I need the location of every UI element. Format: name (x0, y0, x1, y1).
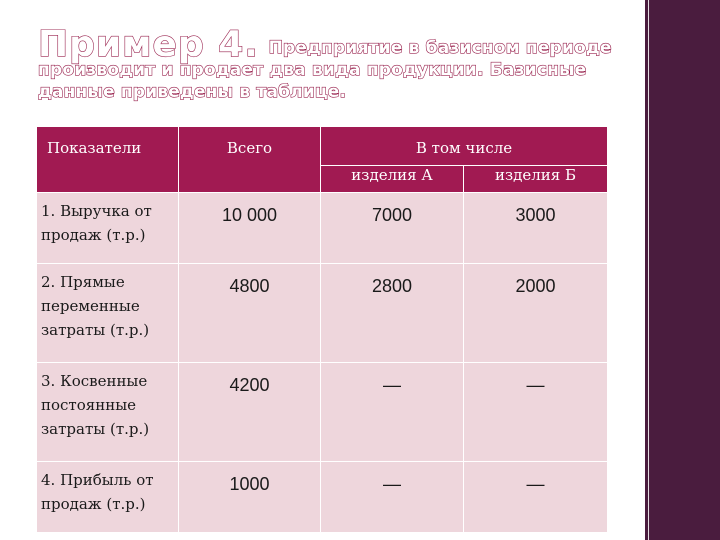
table-header-row (37, 127, 608, 166)
row-label: 4. Прибыль от продаж (т.р.) (37, 462, 179, 533)
header-product-b: изделия Б (464, 166, 608, 193)
cell-product-a: 2800 (321, 264, 464, 363)
table-row (37, 363, 608, 462)
cell-product-b: — (464, 363, 608, 462)
title-example-number: Пример 4. (38, 24, 259, 65)
decorative-side-band (642, 0, 720, 540)
cell-product-a: — (321, 363, 464, 462)
title-description: Предприятие в базисном периоде производит и продает два вида продукции. Базисные данные приведены в таблице. (38, 38, 612, 102)
row-label: 3. Косвенные постоянные затраты (т.р.) (37, 363, 179, 462)
table-row (37, 462, 608, 533)
row-label: 2. Прямые переменные затраты (т.р.) (37, 264, 179, 363)
cell-product-b: 3000 (464, 193, 608, 264)
cell-total: 4200 (179, 363, 321, 462)
data-table (36, 126, 608, 533)
cell-product-a: 7000 (321, 193, 464, 264)
cell-total: 10 000 (179, 193, 321, 264)
row-label: 1. Выручка от продаж (т.р.) (37, 193, 179, 264)
cell-product-b: — (464, 462, 608, 533)
table-row (37, 193, 608, 264)
slide-title (38, 24, 628, 103)
cell-product-a: — (321, 462, 464, 533)
header-indicators: Показатели (37, 127, 179, 193)
table-row (37, 264, 608, 363)
cell-product-b: 2000 (464, 264, 608, 363)
cell-total: 4800 (179, 264, 321, 363)
cell-total: 1000 (179, 462, 321, 533)
header-total: Всего (179, 127, 321, 193)
header-including: В том числе (321, 127, 608, 166)
header-product-a: изделия А (321, 166, 464, 193)
